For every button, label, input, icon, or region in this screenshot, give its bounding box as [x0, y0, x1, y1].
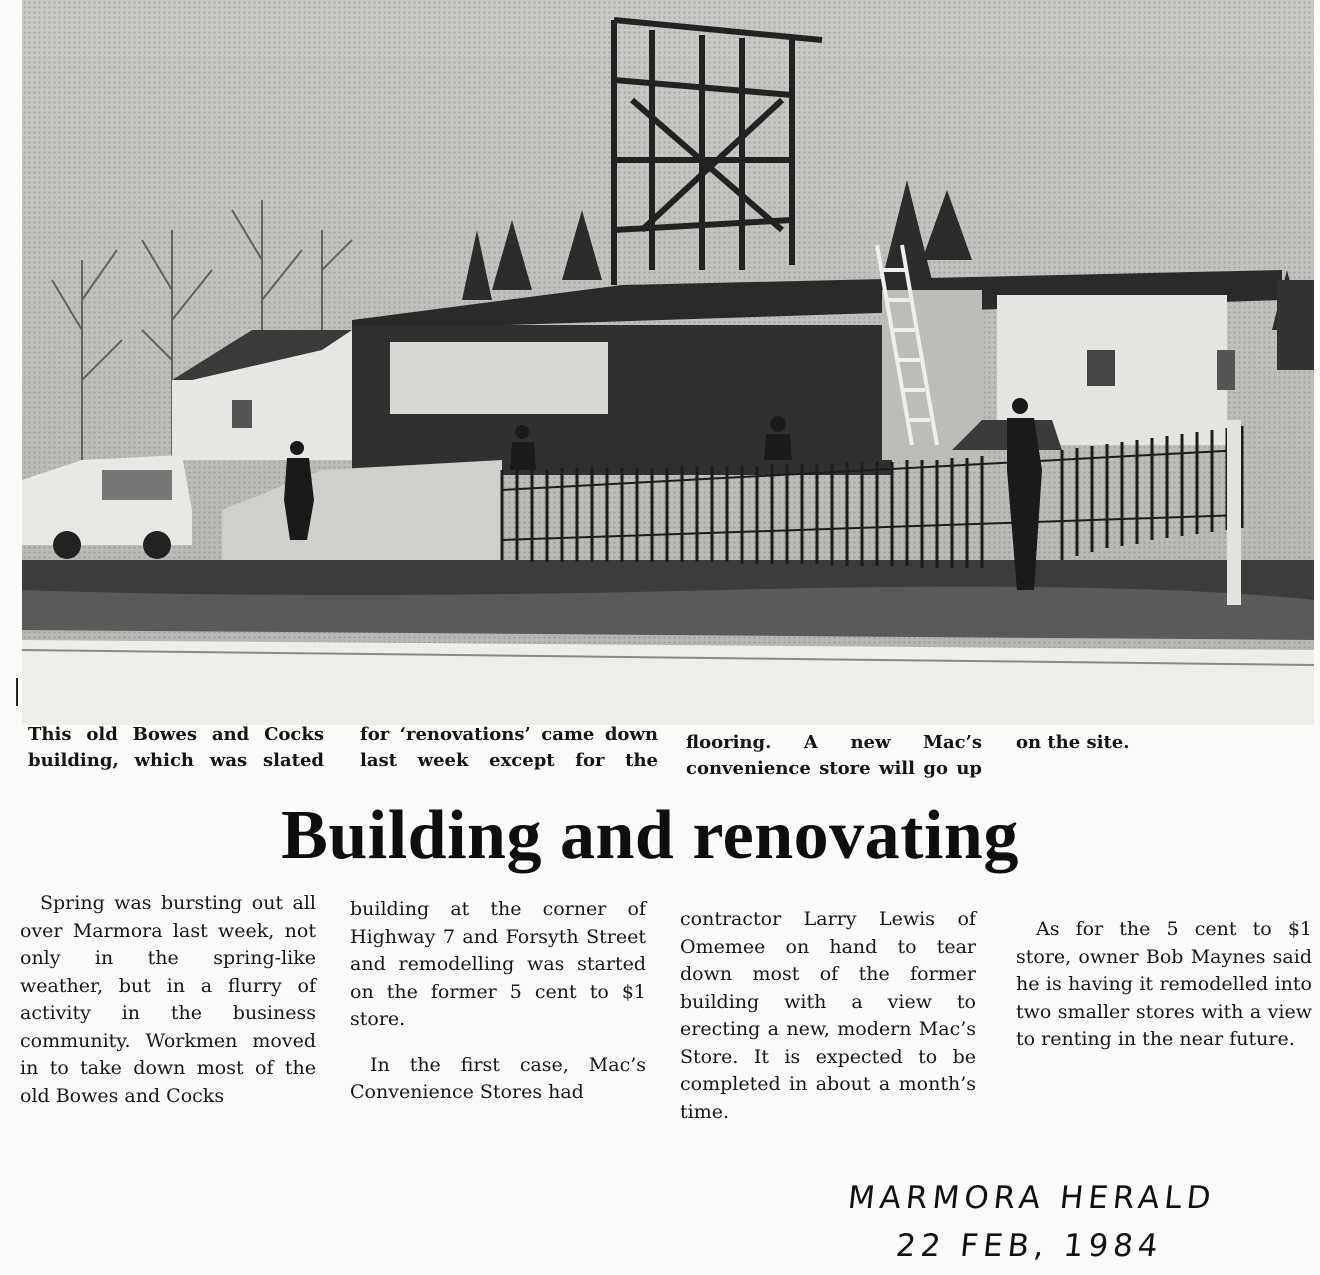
- article-headline: Building and renovating: [281, 797, 1019, 874]
- article-col2-text-b: In the first case, Mac’s Convenience Stores had: [350, 1053, 646, 1103]
- photo-caption-col2: for ‘renovations’ came down last week except for the: [360, 724, 658, 771]
- article-col3: [680, 906, 976, 1144]
- photo-caption-col4: on the site.: [1016, 732, 1130, 753]
- article-col3-text: contractor Larry Lewis of Omemee on hand to tear down most of the former building with a view to erecting a new, modern Mac’s Store. It is expected to be completed in about a month’s time.: [680, 908, 976, 1123]
- article-col1-text: Spring was bursting out all over Marmora last week, not only in the spring-like weather, but in a flurry of activity in the business community. Workmen moved in to take down most of the old Bowes and Cocks: [20, 892, 316, 1107]
- photo-caption-col1: This old Bowes and Cocks building, which was slated: [28, 724, 324, 771]
- handwritten-date: 22 FEB, 1984: [894, 1228, 1165, 1264]
- article-col4-text: As for the 5 cent to $1 store, owner Bob Maynes said he is having it remodelled into two smaller stores with a view to renting in the near future.: [1016, 918, 1312, 1050]
- margin-tick: [16, 678, 18, 706]
- photo-caption-col3: flooring. A new Mac’s convenience store will go up: [686, 732, 982, 779]
- handwritten-source: MARMORA HERALD: [846, 1180, 1218, 1216]
- article-col4: [1016, 916, 1312, 1072]
- article-col2: [350, 896, 646, 1125]
- article-col2-text-a: building at the corner of Highway 7 and Forsyth Street and remodelling was started on the former 5 cent to $1 store.: [350, 898, 646, 1030]
- article-col1: [20, 890, 316, 1128]
- construction-photo: [22, 0, 1314, 725]
